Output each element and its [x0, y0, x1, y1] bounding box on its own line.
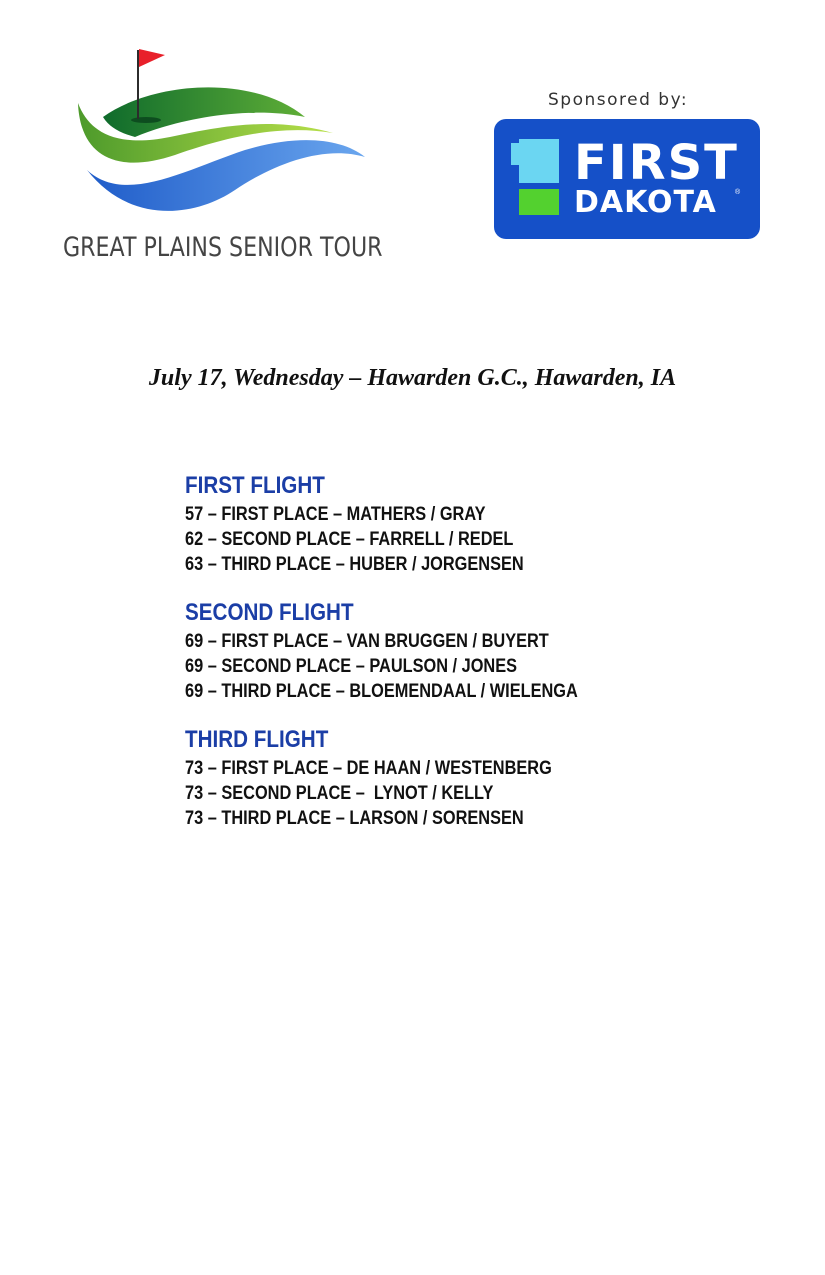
result-line: 73 – THIRD PLACE – LARSON / SORENSEN	[185, 808, 524, 829]
result-line: 73 – SECOND PLACE – LYNOT / KELLY	[185, 783, 494, 804]
result-line: 69 – THIRD PLACE – BLOEMENDAAL / WIELENGA	[185, 681, 578, 702]
flight-section-first	[185, 470, 785, 577]
results-list	[185, 470, 785, 851]
golf-green-flag-icon	[75, 45, 370, 225]
tour-logo	[60, 45, 383, 270]
sponsor-logo	[494, 119, 760, 239]
result-line: 62 – SECOND PLACE – FARRELL / REDEL	[185, 529, 514, 550]
flight-heading: SECOND FLIGHT	[185, 599, 354, 626]
flight-heading: THIRD FLIGHT	[185, 726, 329, 753]
flight-heading: FIRST FLIGHT	[185, 472, 325, 499]
result-line: 69 – SECOND PLACE – PAULSON / JONES	[185, 656, 518, 677]
sponsor-label: Sponsored by:	[548, 90, 689, 110]
result-line: 63 – THIRD PLACE – HUBER / JORGENSEN	[185, 554, 524, 575]
flight-section-third	[185, 724, 785, 831]
result-line: 69 – FIRST PLACE – VAN BRUGGEN / BUYERT	[185, 631, 549, 652]
tour-name: GREAT PLAINS SENIOR TOUR	[63, 232, 383, 263]
registered-mark: ®	[735, 189, 741, 196]
flight-section-second	[185, 597, 785, 704]
event-title: July 17, Wednesday – Hawarden G.C., Hawarden, IA	[148, 365, 677, 391]
sponsor-name-dakota: DAKOTA	[574, 185, 717, 220]
sponsor-name-first: FIRST	[574, 135, 739, 191]
result-line: 73 – FIRST PLACE – DE HAAN / WESTENBERG	[185, 758, 552, 779]
result-line: 57 – FIRST PLACE – MATHERS / GRAY	[185, 504, 486, 525]
first-dakota-mark-icon	[511, 139, 559, 215]
